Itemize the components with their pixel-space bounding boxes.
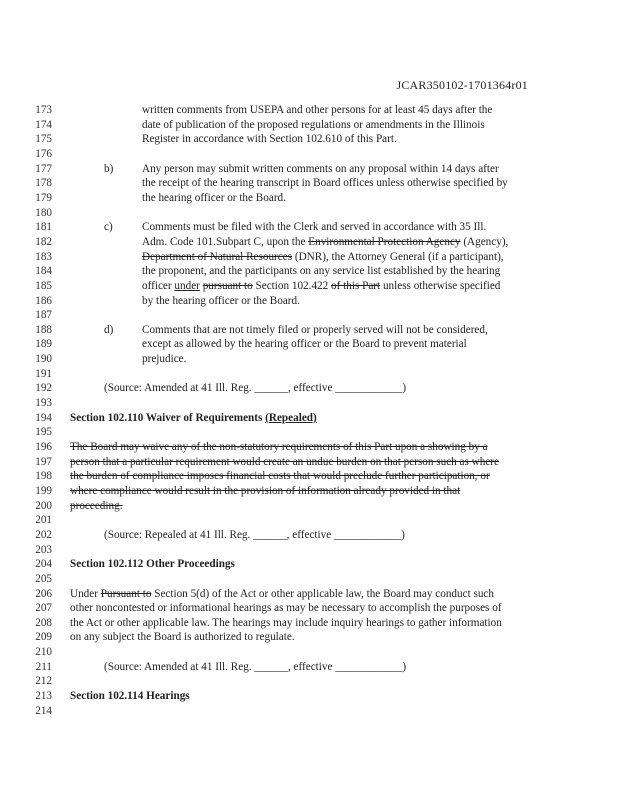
line-number: 181 (35, 221, 52, 234)
line-number: 208 (35, 616, 52, 629)
line-number: 202 (35, 528, 52, 541)
line-number: 211 (35, 660, 52, 673)
document-line (0, 381, 618, 395)
text-segment: the hearing officer or the Board. (142, 191, 286, 204)
text-segment: the burden of compliance imposes financial costs that would preclude further participation, or (70, 470, 490, 483)
line-number: 173 (35, 104, 52, 116)
text-segment: (Agency), (460, 235, 509, 248)
text-segment: Comments that are not timely filed or properly served will not be considered, (142, 323, 488, 336)
document-line (0, 601, 618, 615)
document-line (0, 264, 618, 278)
line-number: 200 (35, 499, 52, 512)
text-segment: officer (142, 279, 175, 292)
line-number: 182 (35, 235, 52, 248)
text-segment: Under (70, 587, 101, 600)
text-segment: under (174, 279, 200, 292)
text-segment: (Source: Amended at 41 Ill. Reg. ______, effective ____________) (104, 660, 407, 673)
line-text (104, 528, 405, 542)
line-text (142, 162, 499, 176)
text-segment: The Board may waive any of the non-statutory requirements of this Part upon a showing by a (70, 440, 488, 453)
text-segment: Section 5(d) of the Act or other applicable law, the Board may conduct such (151, 587, 494, 600)
line-text (104, 660, 406, 674)
text-segment: prejudice. (142, 353, 187, 366)
line-text (70, 557, 235, 571)
line-number: 175 (35, 133, 52, 146)
document-line (0, 674, 618, 688)
line-number: 212 (35, 675, 52, 688)
line-number: 177 (35, 162, 52, 175)
line-text (142, 294, 300, 308)
document-line (0, 279, 618, 293)
line-number: 214 (35, 704, 52, 717)
line-number: 207 (35, 602, 52, 615)
document-id: JCAR350102-1701364r01 (396, 78, 528, 92)
document-line (0, 543, 618, 557)
document-line (0, 352, 618, 366)
text-segment: Any person may submit written comments on any proposal within 14 days after (142, 162, 499, 175)
line-number: 198 (35, 470, 52, 483)
document-line (0, 557, 618, 571)
line-number: 187 (35, 309, 52, 322)
line-number: 205 (35, 572, 52, 585)
document-line (0, 323, 618, 337)
text-segment: (Repealed) (265, 411, 317, 424)
text-segment: except as allowed by the hearing officer or the Board to prevent material (142, 338, 467, 351)
document-line (0, 411, 618, 425)
text-segment: Section 102.114 Hearings (70, 690, 190, 702)
subsection-label: d) (104, 323, 114, 336)
line-number: 206 (35, 587, 52, 600)
line-text (70, 616, 502, 630)
text-segment: Pursuant to (100, 587, 152, 600)
line-number: 188 (35, 323, 52, 336)
line-text (70, 689, 190, 703)
document-line (0, 294, 618, 308)
document-line (0, 396, 618, 410)
document-line (0, 499, 618, 513)
line-text (70, 440, 488, 454)
line-text (142, 191, 286, 205)
document-line (0, 572, 618, 586)
line-number: 185 (35, 279, 52, 292)
document-line (0, 425, 618, 439)
line-number: 184 (35, 265, 52, 278)
document-line (0, 162, 618, 176)
line-text (142, 323, 488, 337)
line-number: 190 (35, 353, 52, 366)
line-text (70, 411, 317, 425)
line-number: 192 (35, 382, 52, 395)
document-line (0, 308, 618, 322)
line-number: 209 (35, 631, 52, 644)
line-text (142, 220, 486, 234)
line-number: 201 (35, 514, 52, 527)
line-number: 180 (35, 206, 52, 219)
text-segment: date of publication of the proposed regulations or amendments in the Illinois (142, 118, 485, 131)
document-line (0, 630, 618, 644)
document-line (0, 147, 618, 161)
text-segment: person that a particular requirement would create an undue burden on that person such as where (70, 455, 500, 468)
document-line (0, 132, 618, 146)
line-text (70, 630, 295, 644)
line-number: 213 (35, 690, 52, 702)
document-line (0, 220, 618, 234)
line-number: 203 (35, 543, 52, 556)
line-number: 186 (35, 294, 52, 307)
line-number: 199 (35, 484, 52, 497)
text-segment: proceeding. (70, 499, 123, 512)
line-number: 191 (35, 367, 52, 380)
text-segment: Section 102.422 (252, 279, 332, 292)
text-segment: the receipt of the hearing transcript in Board offices unless otherwise specified by (142, 177, 508, 190)
text-segment: Register in accordance with Section 102.610 of this Part. (142, 133, 397, 146)
line-number: 178 (35, 177, 52, 190)
line-text (70, 455, 499, 469)
document-line (0, 587, 618, 601)
text-segment: (DNR), the Attorney General (if a participant), (292, 250, 504, 263)
document-line (0, 660, 618, 674)
line-number: 197 (35, 455, 52, 468)
document-line (0, 513, 618, 527)
document-line (0, 235, 618, 249)
text-segment: on any subject the Board is authorized to regulate. (70, 631, 295, 644)
line-text (70, 601, 502, 615)
text-segment: Section 102.110 Waiver of Requirements (70, 411, 266, 424)
line-number: 204 (35, 558, 52, 571)
line-number: 179 (35, 191, 52, 204)
document-line (0, 616, 618, 630)
line-text (142, 352, 186, 366)
line-text (142, 103, 492, 117)
text-segment: the proponent, and the participants on any service list established by the hearing (142, 265, 501, 278)
text-segment: the Act or other applicable law. The hearings may include inquiry hearings to gather information (70, 616, 502, 629)
text-segment: (Source: Amended at 41 Ill. Reg. ______, effective ____________) (104, 382, 407, 395)
line-number: 193 (35, 397, 52, 409)
text-segment: Environmental Protection Agency (308, 235, 461, 248)
line-number: 195 (35, 426, 52, 439)
subsection-label: b) (104, 162, 114, 175)
document-line (0, 250, 618, 264)
document-line (0, 455, 618, 469)
line-text (70, 499, 123, 513)
line-text (70, 469, 490, 483)
text-segment: pursuant to (202, 279, 253, 292)
line-text (70, 587, 494, 601)
document-line (0, 367, 618, 381)
line-text (104, 381, 406, 395)
document-line (0, 118, 618, 132)
line-number: 189 (35, 338, 52, 351)
text-segment: of this Part (331, 279, 381, 292)
text-segment: Adm. Code 101.Subpart C, upon the (142, 235, 309, 248)
document-line (0, 440, 618, 454)
text-segment: Section 102.112 Other Proceedings (70, 558, 235, 571)
document-line (0, 704, 618, 718)
line-number: 196 (35, 440, 52, 453)
text-segment: where compliance would result in the provision of information already provided in that (70, 484, 461, 497)
line-text (142, 337, 467, 351)
text-segment: Department of Natural Resources (142, 250, 293, 263)
line-number: 210 (35, 646, 52, 659)
document-line (0, 689, 618, 703)
text-segment: by the hearing officer or the Board. (142, 294, 300, 307)
line-text (142, 235, 508, 249)
line-number: 194 (35, 411, 52, 424)
text-segment: Comments must be filed with the Clerk and served in accordance with 35 Ill. (142, 221, 487, 234)
document-line (0, 484, 618, 498)
text-segment: other noncontested or informational hearings as may be necessary to accomplish the purposes of (70, 602, 502, 615)
document-line (0, 206, 618, 220)
line-text (142, 176, 508, 190)
document-line (0, 176, 618, 190)
line-text (142, 250, 504, 264)
text-segment: unless otherwise specified (380, 279, 501, 292)
document-line (0, 528, 618, 542)
text-segment: written comments from USEPA and other persons for at least 45 days after the (142, 104, 493, 116)
line-number: 174 (35, 118, 52, 131)
document-line (0, 469, 618, 483)
document-line (0, 337, 618, 351)
document-line (0, 191, 618, 205)
line-text (142, 132, 397, 146)
line-text (142, 118, 485, 132)
document-line (0, 103, 618, 117)
text-segment: (Source: Repealed at 41 Ill. Reg. ______, effective ____________) (104, 528, 405, 541)
line-text (142, 264, 500, 278)
subsection-label: c) (104, 221, 113, 234)
document-line (0, 645, 618, 659)
line-number: 183 (35, 250, 52, 263)
line-number: 176 (35, 147, 52, 160)
line-text (142, 279, 500, 293)
line-text (70, 484, 460, 498)
